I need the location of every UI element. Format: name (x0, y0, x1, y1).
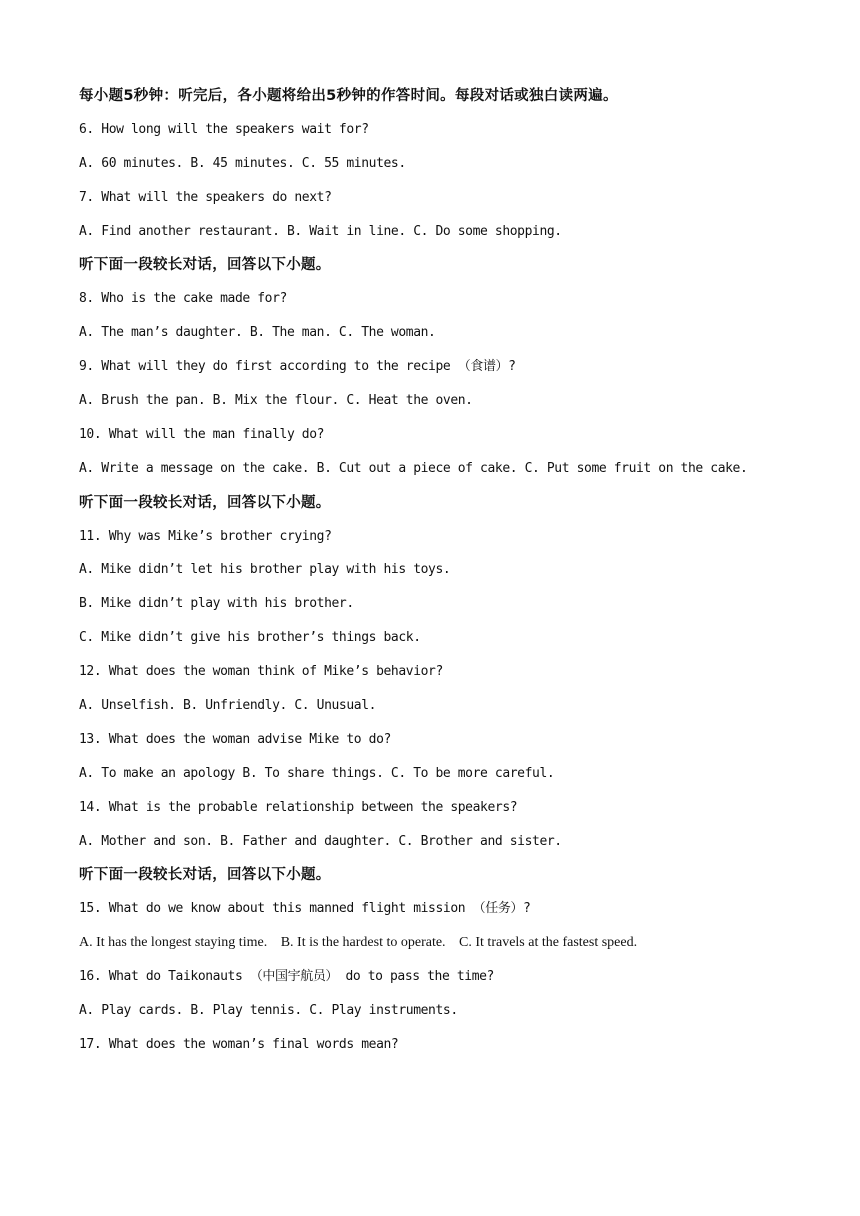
question-14-stem: 14. What is the probable relationship between the speakers? (79, 799, 518, 815)
question-9-options: A. Brush the pan. B. Mix the flour. C. Heat the oven. (79, 393, 473, 409)
question-7-stem: 7. What will the speakers do next? (79, 189, 332, 205)
question-13-options: A. To make an apology B. To share things. C. To be more careful. (79, 765, 555, 781)
question-10-stem: 10. What will the man finally do? (79, 426, 325, 442)
question-11-option-a: A. Mike didn’t let his brother play with his toys. (79, 562, 451, 578)
question-6-stem: 6. How long will the speakers wait for? (79, 121, 369, 137)
question-15-stem: 15. What do we know about this manned flight mission （任务）? (79, 901, 531, 917)
exam-page (79, 85, 799, 1068)
question-12-stem: 12. What does the woman think of Mike’s behavior? (79, 664, 443, 680)
question-6-options: A. 60 minutes. B. 45 minutes. C. 55 minutes. (79, 155, 406, 171)
question-10-options: A. Write a message on the cake. B. Cut out a piece of cake. C. Put some fruit on the cake. (79, 460, 748, 476)
question-15-option-c: C. It travels at the fastest speed. (459, 935, 638, 951)
question-14-options: A. Mother and son. B. Father and daughter. C. Brother and sister. (79, 833, 562, 849)
question-7-options: A. Find another restaurant. B. Wait in line. C. Do some shopping. (79, 223, 562, 239)
question-15-option-b: B. It is the hardest to operate. (280, 935, 446, 951)
section-heading-2: 听下面一段较长对话，回答以下小题。 (79, 494, 331, 511)
question-8-stem: 8. Who is the cake made for? (79, 291, 287, 307)
section-heading-1: 听下面一段较长对话，回答以下小题。 (79, 257, 331, 274)
section-instruction: 每小题5秒钟：听完后，各小题将给出5秒钟的作答时间。每段对话或独白读两遍。 (79, 88, 618, 104)
question-11-option-c: C. Mike didn’t give his brother’s things back. (79, 630, 421, 646)
question-11-option-b: B. Mike didn’t play with his brother. (79, 596, 354, 612)
section-heading-3: 听下面一段较长对话，回答以下小题。 (79, 867, 331, 884)
question-16-stem: 16. What do Taikonauts （中国宇航员） do to pass the time? (79, 969, 494, 985)
question-17-stem: 17. What does the woman’s final words mean? (79, 1036, 399, 1052)
question-16-options: A. Play cards. B. Play tennis. C. Play instruments. (79, 1003, 458, 1019)
question-15-option-a: A. It has the longest staying time. (79, 935, 268, 951)
question-13-stem: 13. What does the woman advise Mike to do? (79, 731, 391, 747)
question-11-stem: 11. Why was Mike’s brother crying? (79, 528, 332, 544)
question-12-options: A. Unselfish. B. Unfriendly. C. Unusual. (79, 698, 377, 714)
question-8-options: A. The man’s daughter. B. The man. C. The woman. (79, 325, 436, 341)
question-15-options (79, 926, 799, 960)
question-9-stem: 9. What will they do first according to the recipe （食谱）? (79, 359, 516, 375)
